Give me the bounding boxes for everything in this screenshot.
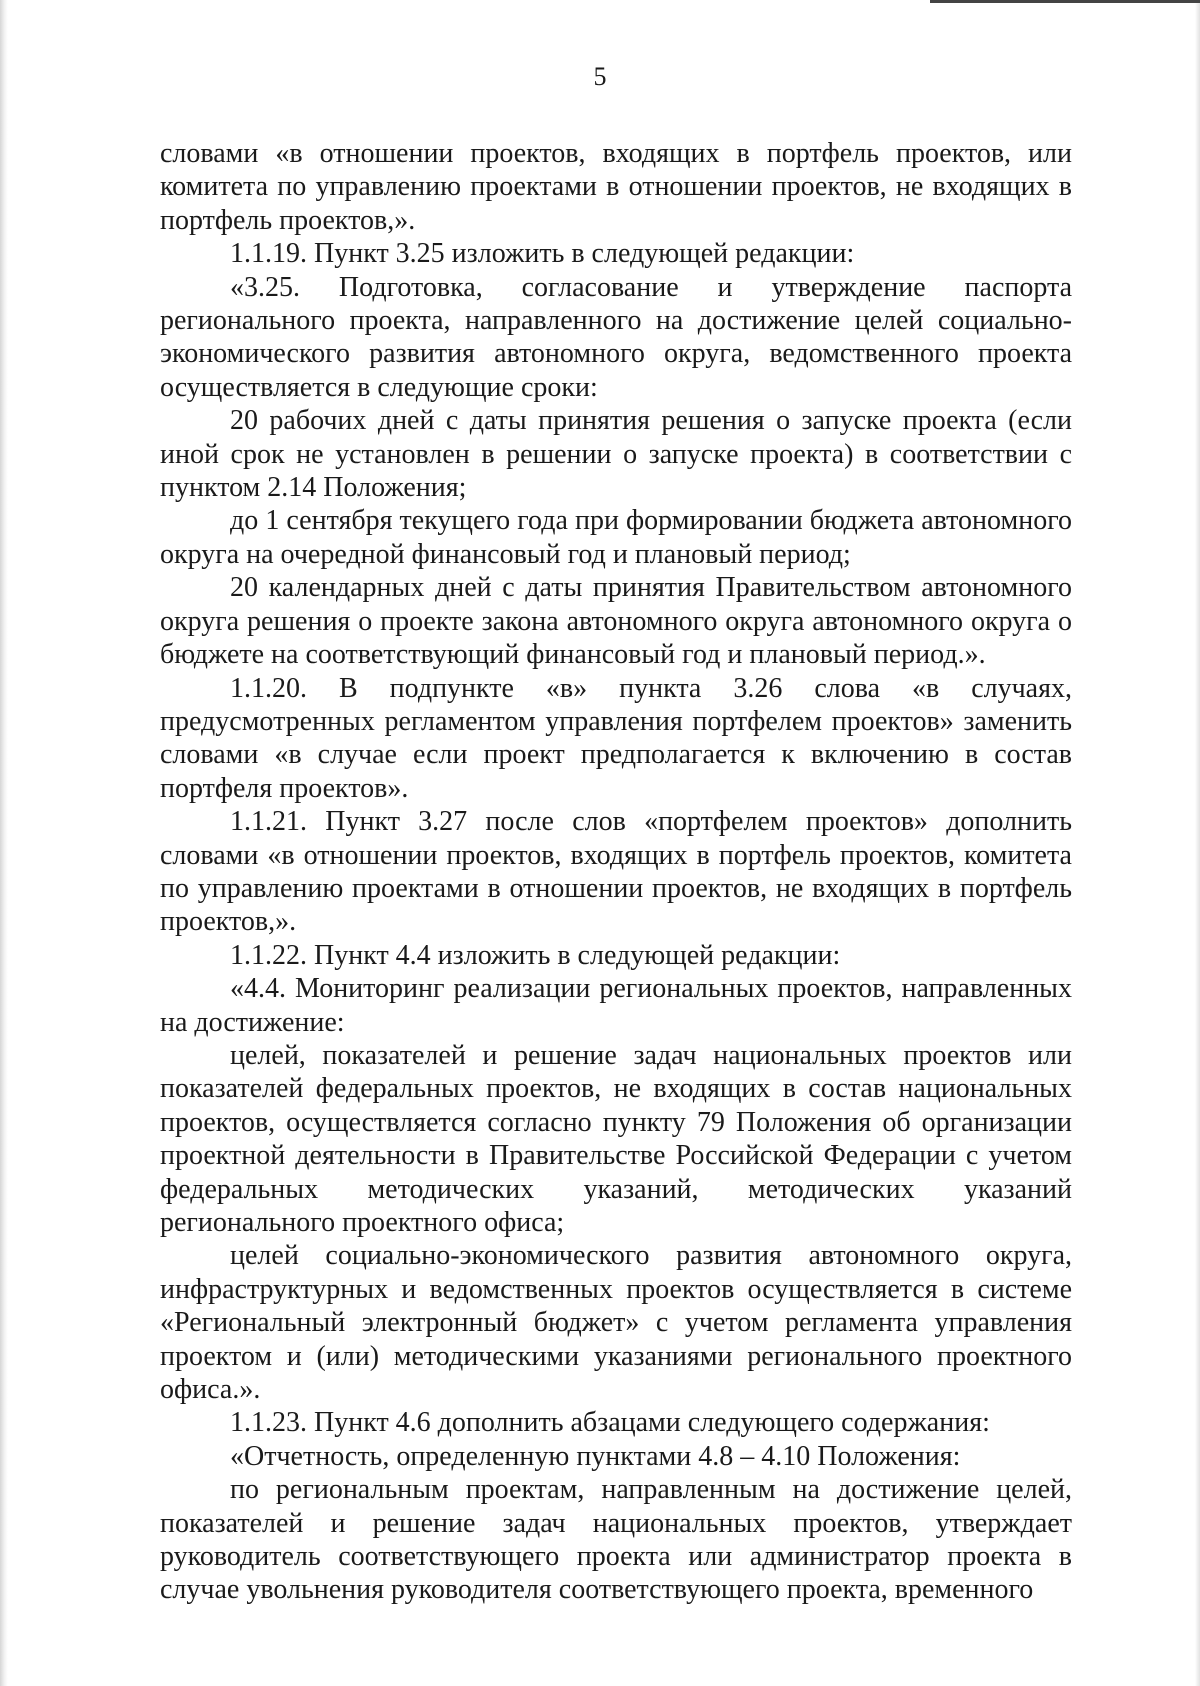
paragraph: 20 календарных дней с даты принятия Правительством автономного округа решения о проекте закона автономного округа автономного округа о бюджете на соответствующий финансовый год и плановый период.». — [160, 572, 1072, 671]
paragraph: 1.1.20. В подпункте «в» пункта 3.26 слова «в случаях, предусмотренных регламентом управления портфелем проектов» заменить словами «в случае если проект предполагается к включению в состав портфеля проектов». — [160, 672, 1072, 804]
paragraph: по региональным проектам, направленным на достижение целей, показателей и решение задач национальных проектов, утверждает руководитель соответствующего проекта или администратор проекта в случае увольнения руководителя соответствующего проекта, временного — [160, 1474, 1072, 1606]
paragraph: до 1 сентября текущего года при формировании бюджета автономного округа на очередной финансовый год и плановый период; — [160, 505, 1072, 570]
page-number: 5 — [593, 62, 607, 91]
paragraph: 1.1.19. Пункт 3.25 изложить в следующей редакции: — [230, 238, 855, 270]
scan-top-mark — [930, 0, 1200, 3]
paragraph: «Отчетность, определенную пунктами 4.8 – 4.10 Положения: — [230, 1440, 961, 1472]
paragraph: целей социально-экономического развития автономного округа, инфраструктурных и ведомственных проектов осуществляется в системе «Региональный электронный бюджет» с учетом регламента управления проектом и (или) методическими указаниями регионального проектного офиса.». — [160, 1240, 1072, 1406]
document-body — [160, 137, 1072, 1607]
paragraph: 20 рабочих дней с даты принятия решения о запуске проекта (если иной срок не установлен в решении о запуске проекта) в соответствии с пунктом 2.14 Положения; — [160, 405, 1072, 504]
paragraph: «3.25. Подготовка, согласование и утверждение паспорта регионального проекта, направленного на достижение целей социально-экономического развития автономного округа, ведомственного проекта осуществляется в следующие сроки: — [160, 271, 1072, 403]
paragraph: 1.1.22. Пункт 4.4 изложить в следующей редакции: — [230, 939, 841, 971]
paragraph: 1.1.21. Пункт 3.27 после слов «портфелем проектов» дополнить словами «в отношении проектов, входящих в портфель проектов, комитета по управлению проектами в отношении проектов, не входящих в портфель проектов,». — [160, 806, 1072, 938]
paragraph: «4.4. Мониторинг реализации региональных проектов, направленных на достижение: — [160, 973, 1072, 1038]
paragraph: 1.1.23. Пункт 4.6 дополнить абзацами следующего содержания: — [230, 1407, 990, 1439]
scan-right-edge — [1195, 0, 1200, 1686]
paragraph: целей, показателей и решение задач национальных проектов или показателей федеральных проектов, не входящих в состав национальных проектов, осуществляется согласно пункту 79 Положения об организации проектной деятельности в Правительстве Российской Федерации с учетом федеральных методических указаний, методических указаний регионального проектного офиса; — [160, 1039, 1072, 1238]
scan-left-edge — [0, 0, 8, 1686]
paragraph: словами «в отношении проектов, входящих в портфель проектов, или комитета по управлению проектами в отношении проектов, не входящих в портфель проектов,». — [160, 138, 1072, 236]
